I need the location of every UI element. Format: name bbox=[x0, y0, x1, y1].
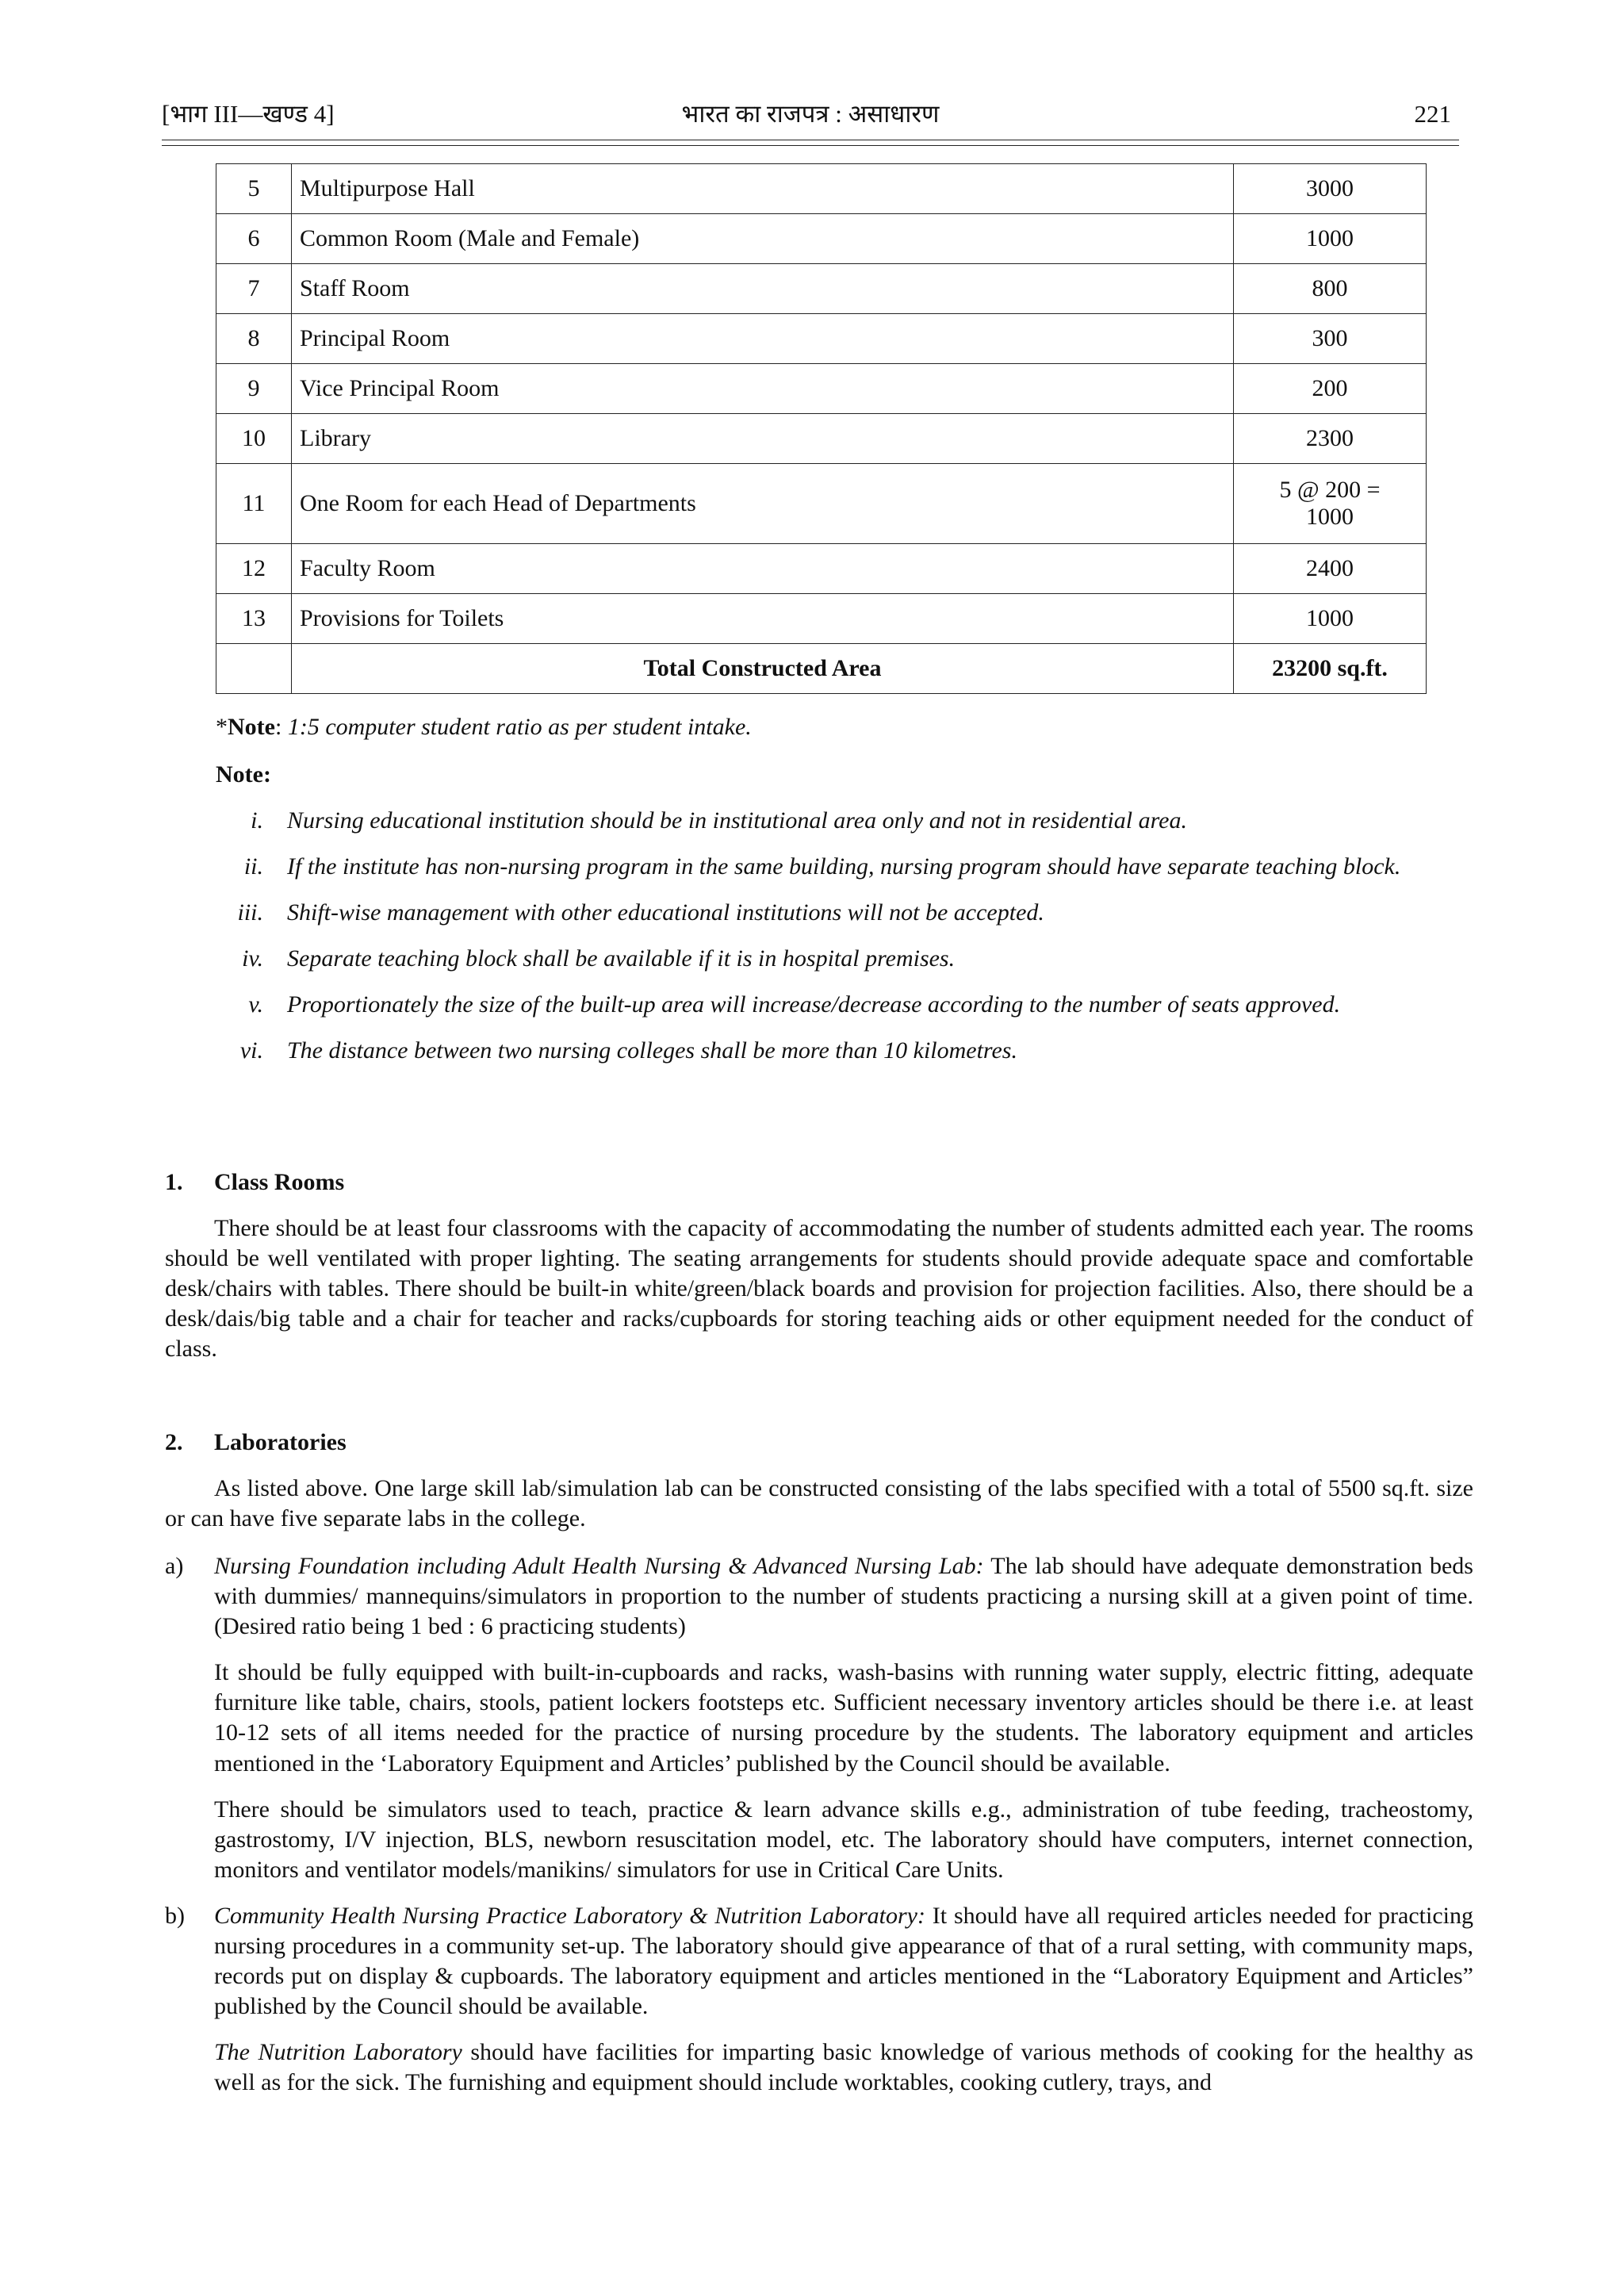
item-text: It should have all required articles needed for practicing nursing procedures in a community set-up. The laboratory should give appearance of that of a rural setting, with community maps, records put on display & cupboards. The laboratory equipment and articles mentioned in the “Laboratory Equipment and Articles” published by the Council should be available. bbox=[214, 1902, 1473, 2020]
nutrition-lab-title: The Nutrition Laboratory bbox=[214, 2039, 462, 2066]
list-item bbox=[216, 806, 1473, 836]
item-text: The lab should have adequate demonstration beds with dummies/ mannequins/simulators in proportion to the number of students practicing a nursing skill at a given point of time. (Desired ratio being 1 bed : 6 practicing students) bbox=[214, 1553, 1473, 1640]
room-area: 1000 bbox=[1234, 594, 1427, 644]
header-rule-bottom bbox=[162, 145, 1459, 146]
note-text: Nursing educational institution should be in institutional area only and not in residential area. bbox=[287, 807, 1187, 834]
row-number: 7 bbox=[216, 264, 292, 314]
room-area: 800 bbox=[1234, 264, 1427, 314]
laboratories-paragraph: As listed above. One large skill lab/simulation lab can be constructed consisting of the labs specified with a total of 5500 sq.ft. size or can have five separate labs in the college. bbox=[165, 1475, 1473, 1532]
row-number: 5 bbox=[216, 164, 292, 214]
row-number: 10 bbox=[216, 414, 292, 464]
note-number: iv. bbox=[242, 945, 263, 972]
room-name: Principal Room bbox=[292, 314, 1234, 364]
header-gazette-title: भारत का राजपत्र : असाधारण bbox=[681, 100, 940, 128]
row-number: 13 bbox=[216, 594, 292, 644]
row-number: 6 bbox=[216, 214, 292, 264]
item-label: b) bbox=[165, 1902, 185, 1929]
item-paragraph-3: There should be simulators used to teach, practice & learn advance skills e.g., administration of tube feeding, tracheostomy, gastrostomy, I/V injection, BLS, newborn resuscitation model, etc. The laboratory should have computers, internet connection, monitors and ventilator models/manikins/ simulators for use in Critical Care Units. bbox=[214, 1796, 1473, 1883]
room-name: Library bbox=[292, 414, 1234, 464]
room-name: Vice Principal Room bbox=[292, 364, 1234, 414]
note-text: Proportionately the size of the built-up area will increase/decrease according to the number of seats approved. bbox=[287, 991, 1341, 1018]
note-number: ii. bbox=[243, 853, 263, 880]
star-note-prefix: * bbox=[216, 714, 228, 740]
section-heading-laboratories bbox=[165, 1428, 347, 1458]
list-item bbox=[216, 852, 1473, 882]
note-number: vi. bbox=[239, 1037, 263, 1064]
item-title: Community Health Nursing Practice Laboratory & Nutrition Laboratory: bbox=[214, 1902, 925, 1929]
note-text: Separate teaching block shall be available if it is in hospital premises. bbox=[287, 945, 956, 972]
table-row bbox=[216, 364, 1427, 414]
room-area-line1: 5 @ 200 = bbox=[1279, 476, 1381, 503]
item-label: a) bbox=[165, 1553, 184, 1579]
room-area-line2: 1000 bbox=[1306, 504, 1354, 530]
star-note-colon: : bbox=[274, 714, 282, 740]
room-area: 1000 bbox=[1234, 214, 1427, 264]
table-row bbox=[216, 214, 1427, 264]
page-header bbox=[162, 98, 1459, 138]
note-text: The distance between two nursing colleges shall be more than 10 kilometres. bbox=[287, 1037, 1017, 1064]
table-row bbox=[216, 414, 1427, 464]
total-label: Total Constructed Area bbox=[292, 644, 1234, 694]
note-number: i. bbox=[251, 807, 263, 834]
page-number: 221 bbox=[1414, 100, 1451, 128]
room-name: Staff Room bbox=[292, 264, 1234, 314]
note-number: iii. bbox=[237, 899, 263, 926]
room-name: Common Room (Male and Female) bbox=[292, 214, 1234, 264]
item-title: Nursing Foundation including Adult Health Nursing & Advanced Nursing Lab: bbox=[214, 1553, 984, 1579]
list-item bbox=[216, 1036, 1473, 1066]
row-number: 12 bbox=[216, 544, 292, 594]
item-paragraph-2 bbox=[165, 2037, 1473, 2098]
section-title: Class Rooms bbox=[214, 1169, 345, 1195]
room-name: Multipurpose Hall bbox=[292, 164, 1234, 214]
list-item bbox=[216, 898, 1473, 928]
section-number: 1. bbox=[165, 1169, 183, 1195]
item-paragraph-2: It should be fully equipped with built-in-cupboards and racks, wash-basins with running water supply, electric fitting, adequate furniture like table, chairs, stools, patient lockers footsteps etc. Sufficient necessary inventory articles should be there i.e. at least 10-12 sets of all items needed for the practice of nursing procedure by the students. The laboratory equipment and articles mentioned in the ‘Laboratory Equipment and Articles’ published by the Council should be available. bbox=[214, 1659, 1473, 1777]
room-area: 2300 bbox=[1234, 414, 1427, 464]
star-note-text: 1:5 computer student ratio as per student intake. bbox=[287, 714, 752, 740]
notes-list bbox=[216, 806, 1473, 1083]
table-row bbox=[216, 164, 1427, 214]
total-value: 23200 sq.ft. bbox=[1234, 644, 1427, 694]
table-row bbox=[216, 464, 1427, 544]
section-title: Laboratories bbox=[214, 1429, 347, 1455]
row-number: 9 bbox=[216, 364, 292, 414]
note-text: If the institute has non-nursing program in the same building, nursing program should have separate teaching block. bbox=[287, 853, 1401, 880]
constructed-area-table bbox=[216, 163, 1427, 694]
table-row bbox=[216, 314, 1427, 364]
room-area: 2400 bbox=[1234, 544, 1427, 594]
row-number: 11 bbox=[216, 464, 292, 544]
room-area: 200 bbox=[1234, 364, 1427, 414]
table-row bbox=[216, 544, 1427, 594]
room-name: Provisions for Toilets bbox=[292, 594, 1234, 644]
header-part-section: [भाग III—खण्ड 4] bbox=[162, 100, 335, 128]
room-name: Faculty Room bbox=[292, 544, 1234, 594]
item-paragraph bbox=[214, 1901, 1473, 2022]
row-number: 8 bbox=[216, 314, 292, 364]
list-item bbox=[216, 944, 1473, 974]
table-row bbox=[216, 264, 1427, 314]
room-area: 300 bbox=[1234, 314, 1427, 364]
list-item bbox=[165, 1551, 1473, 1642]
room-area: 3000 bbox=[1234, 164, 1427, 214]
section-heading-class-rooms bbox=[165, 1167, 344, 1198]
section-number: 2. bbox=[165, 1429, 183, 1455]
table-total-row bbox=[216, 644, 1427, 694]
star-note-label: Note bbox=[228, 714, 275, 740]
room-area bbox=[1234, 464, 1427, 544]
list-item bbox=[165, 1901, 1473, 2022]
table-row bbox=[216, 594, 1427, 644]
note-heading: Note: bbox=[216, 761, 271, 788]
note-text: Shift-wise management with other educational institutions will not be accepted. bbox=[287, 899, 1044, 926]
empty-cell bbox=[216, 644, 292, 694]
item-paragraph bbox=[214, 1551, 1473, 1642]
laboratory-list bbox=[165, 1551, 1473, 2099]
note-number: v. bbox=[248, 991, 263, 1018]
class-rooms-paragraph: There should be at least four classrooms with the capacity of accommodating the number of students admitted each year. The rooms should be well ventilated with proper lighting. The seating arrangements for students should provide adequate space and comfortable desk/chairs with tables. There should be built-in white/green/black boards and provision for projection facilities. Also, there should be a desk/dais/big table and a chair for teacher and racks/cupboards for storing teaching aids or other equipment needed for the conduct of class. bbox=[165, 1215, 1473, 1363]
nutrition-lab-text: should have facilities for imparting basic knowledge of various methods of cooking for the healthy as well as for the sick. The furnishing and equipment should include worktables, cooking cutlery, trays, and bbox=[214, 2039, 1473, 2096]
list-item bbox=[216, 990, 1473, 1020]
room-name: One Room for each Head of Departments bbox=[292, 464, 1234, 544]
star-note bbox=[216, 712, 1473, 742]
